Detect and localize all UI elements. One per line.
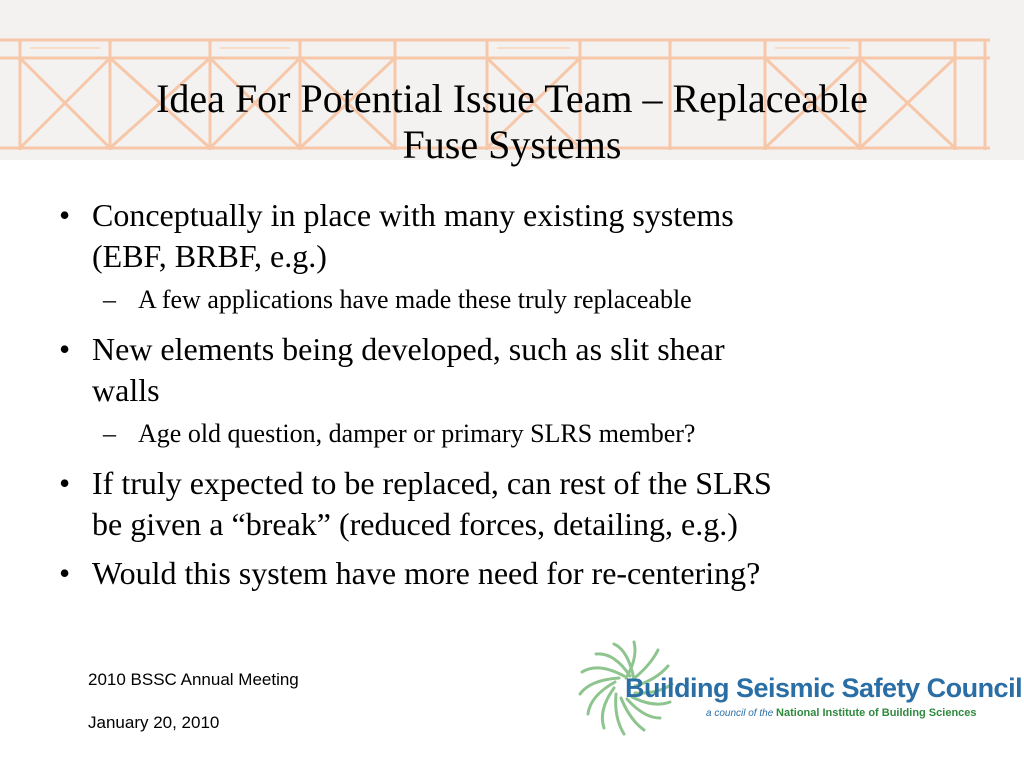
bullet-marker: • xyxy=(59,555,71,591)
bullet-item xyxy=(55,553,975,594)
sub-bullet-item xyxy=(55,417,975,451)
bullet-item xyxy=(55,195,975,277)
bullet-text-line: (EBF, BRBF, e.g.) xyxy=(92,238,327,274)
bullet-list xyxy=(55,195,975,602)
bullet-marker: • xyxy=(59,197,71,233)
logo-tagline-prefix: a council of the xyxy=(706,708,774,719)
footer-date: January 20, 2010 xyxy=(88,713,220,732)
bullet-text-line: Would this system have more need for re-centering? xyxy=(92,555,761,591)
slide-title-line-2: Fuse Systems xyxy=(402,122,622,167)
logo-tagline-org: National Institute of Building Sciences xyxy=(776,707,977,719)
logo-title: Building Seismic Safety Council xyxy=(625,673,1023,703)
sub-bullet-text: A few applications have made these truly replaceable xyxy=(138,285,692,314)
bullet-text-line: walls xyxy=(92,372,160,408)
bullet-item xyxy=(55,329,975,411)
sub-bullet-marker: – xyxy=(103,419,116,448)
bullet-text-line: be given a “break” (reduced forces, detailing, e.g.) xyxy=(92,506,738,542)
slide-title-line-1: Idea For Potential Issue Team – Replaceable xyxy=(156,76,868,121)
bullet-text-line: If truly expected to be replaced, can rest of the SLRS xyxy=(92,465,772,501)
sub-bullet-text: Age old question, damper or primary SLRS member? xyxy=(138,419,696,448)
bullet-item xyxy=(55,463,975,545)
bullet-text-line: Conceptually in place with many existing systems xyxy=(92,197,734,233)
slide-title xyxy=(60,76,964,168)
sub-bullet-marker: – xyxy=(103,285,116,314)
bullet-marker: • xyxy=(59,331,71,367)
bullet-text-line: New elements being developed, such as slit shear xyxy=(92,331,725,367)
logo-tagline xyxy=(706,706,977,721)
footer-meeting: 2010 BSSC Annual Meeting xyxy=(88,670,299,689)
bullet-marker: • xyxy=(59,465,71,501)
sub-bullet-item xyxy=(55,283,975,317)
